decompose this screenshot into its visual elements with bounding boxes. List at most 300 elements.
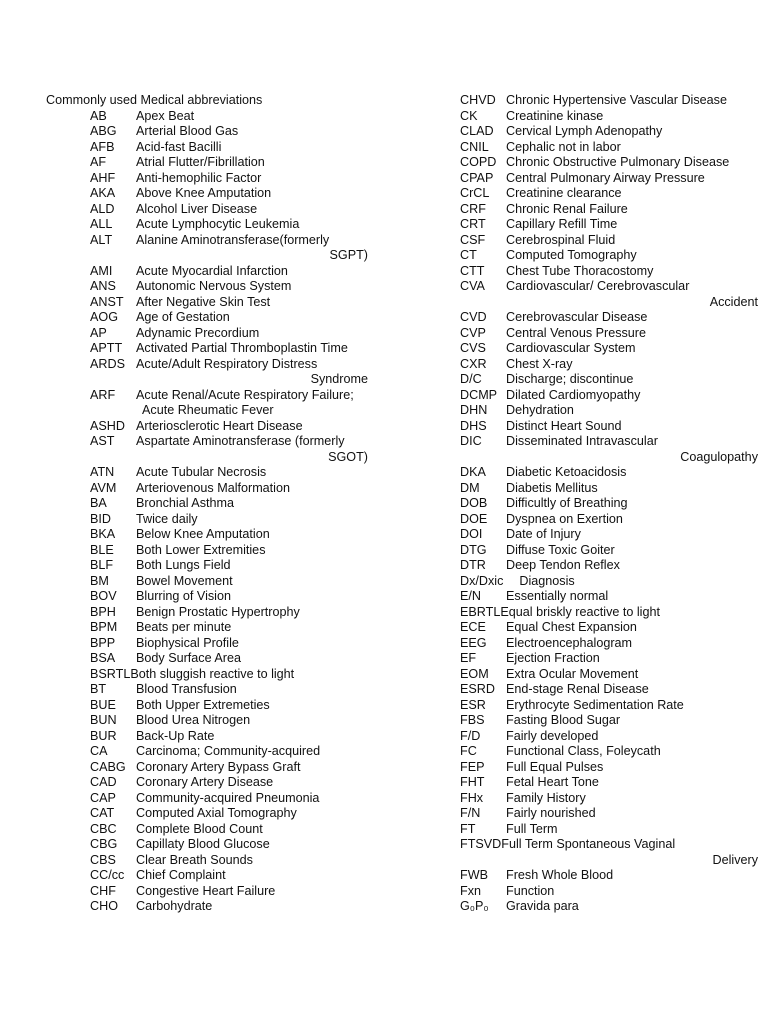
abbreviation-row [460, 775, 760, 791]
abbreviation-term: BSRTL [90, 666, 131, 681]
abbreviation-term: CT [460, 248, 477, 262]
abbreviation-definition [503, 574, 760, 590]
abbreviation-definition [136, 837, 410, 853]
abbreviation-term: CRF [460, 201, 486, 216]
abbreviation-row [460, 481, 760, 497]
abbreviation-row [90, 434, 410, 465]
abbreviation-definition [136, 744, 410, 760]
definition-text: Apex Beat [136, 108, 195, 123]
abbreviation-term: AF [90, 155, 107, 169]
abbreviation-term: BPM [90, 620, 118, 634]
abbreviation-row [460, 682, 760, 698]
definition-text: Carcinoma; Community-acquired [136, 744, 321, 758]
definition-text: Anti-hemophilic Factor [136, 170, 262, 185]
abbreviation-row [90, 481, 410, 497]
abbreviation-definition [136, 341, 410, 357]
abbreviation-definition [506, 729, 760, 745]
abbreviation-row [90, 744, 410, 760]
definition-text: Gravida para [506, 899, 579, 913]
definition-text: Deep Tendon Reflex [506, 558, 620, 572]
abbreviation-term: CBC [90, 821, 117, 836]
abbreviation-row [90, 791, 410, 807]
definition-text: Twice daily [136, 511, 198, 526]
abbreviation-definition [506, 310, 760, 326]
abbreviation-term: EBRTL [460, 604, 501, 619]
abbreviation-row [460, 899, 760, 915]
definition-text: Body Surface Area [136, 651, 242, 665]
abbreviation-row [90, 186, 410, 202]
abbreviation-term: DOE [460, 511, 488, 526]
abbreviation-term: BUR [90, 728, 117, 743]
abbreviation-row [460, 667, 760, 683]
definition-text: Fasting Blood Sugar [506, 713, 621, 727]
definition-text: Cephalic not in labor [506, 139, 621, 154]
abbreviation-term: CVP [460, 325, 486, 340]
abbreviation-definition [506, 558, 760, 574]
abbreviation-definition [506, 636, 760, 652]
abbreviation-row [460, 744, 760, 760]
definition-text: Central Pulmonary Airway Pressure [506, 170, 705, 185]
abbreviation-term: F/N [460, 806, 481, 820]
definition-text: Alcohol Liver Disease [136, 201, 258, 216]
abbreviation-definition [506, 217, 760, 233]
abbreviation-row [90, 543, 410, 559]
definition-text: Fetal Heart Tone [506, 775, 599, 789]
abbreviation-row [90, 279, 410, 295]
abbreviation-row [90, 171, 410, 187]
abbreviation-row [90, 775, 410, 791]
abbreviation-term: BLE [90, 542, 114, 557]
abbreviation-row [460, 620, 760, 636]
abbreviation-row [90, 155, 410, 171]
definition-text: Coronary Artery Bypass Graft [136, 759, 301, 774]
abbreviation-row [90, 899, 410, 915]
abbreviation-row [90, 760, 410, 776]
abbreviation-row [460, 868, 760, 884]
abbreviation-term: DHN [460, 403, 488, 417]
abbreviation-definition [136, 217, 410, 233]
abbreviation-term: CTT [460, 263, 485, 278]
definition-text: Central Venous Pressure [506, 325, 647, 340]
definition-text: Acute Myocardial Infarction [136, 263, 288, 278]
abbreviation-row [90, 295, 410, 311]
abbreviation-term: FHx [460, 790, 484, 805]
definition-text: Aspartate Aminotransferase (formerly [136, 434, 345, 448]
definition-text: Electroencephalogram [506, 635, 633, 650]
definition-text: Extra Ocular Movement [506, 666, 639, 681]
abbreviation-row [460, 202, 760, 218]
abbreviation-row [460, 543, 760, 559]
abbreviation-row [460, 651, 760, 667]
abbreviation-term: DKA [460, 465, 486, 479]
abbreviation-term: BT [90, 682, 107, 696]
abbreviation-term: AB [90, 108, 107, 123]
definition-text: Dilated Cardiomyopathy [506, 387, 641, 402]
definition-text: Ejection Fraction [506, 651, 600, 665]
abbreviation-row [460, 589, 760, 605]
abbreviation-definition [506, 667, 760, 683]
abbreviation-row [460, 558, 760, 574]
abbreviation-row [90, 512, 410, 528]
abbreviation-term: F/D [460, 728, 481, 743]
abbreviation-row [90, 636, 410, 652]
definition-text: Full Term [506, 821, 558, 836]
abbreviation-row [90, 868, 410, 884]
definition-text: Blurring of Vision [136, 589, 231, 603]
definition-text: Carbohydrate [136, 899, 213, 913]
abbreviation-row [90, 729, 410, 745]
definition-text: Atrial Flutter/Fibrillation [136, 155, 265, 169]
definition-text: Creatinine kinase [506, 108, 604, 123]
definition-text: Diagnosis [519, 573, 575, 588]
abbreviation-term: CAD [90, 775, 117, 789]
definition-text: Chronic Obstructive Pulmonary Disease [506, 155, 730, 169]
abbreviation-row [460, 837, 760, 868]
definition-text: Activated Partial Thromboplastin Time [136, 341, 348, 355]
abbreviation-term: DIC [460, 434, 482, 448]
abbreviation-term: DCMP [460, 387, 498, 402]
abbreviation-row [460, 434, 760, 465]
abbreviation-definition [506, 202, 760, 218]
page-title: Commonly used Medical abbreviations [46, 93, 263, 107]
abbreviation-row [460, 465, 760, 481]
definition-text: Age of Gestation [136, 310, 230, 324]
abbreviation-row [90, 558, 410, 574]
definition-text: Above Knee Amputation [136, 186, 272, 200]
abbreviation-term: DOB [460, 496, 488, 510]
abbreviation-definition [506, 791, 760, 807]
definition-text: Both Upper Extremeties [136, 697, 270, 712]
abbreviation-term: DTG [460, 542, 487, 557]
definition-text: Computed Tomography [506, 248, 637, 262]
abbreviation-term: ANST [90, 294, 124, 309]
left-abbreviation-column [90, 93, 410, 915]
abbreviation-definition [136, 171, 410, 187]
abbreviation-definition [136, 868, 410, 884]
abbreviation-definition [506, 651, 760, 667]
abbreviation-row [90, 620, 410, 636]
definition-text: Cardiovascular System [506, 341, 636, 355]
abbreviation-term: FWB [460, 868, 488, 882]
abbreviation-row [460, 341, 760, 357]
definition-continuation: Coagulopathy [680, 449, 758, 464]
definition-text: Bowel Movement [136, 573, 233, 588]
definition-text: Computed Axial Tomography [136, 806, 297, 820]
abbreviation-row [460, 93, 760, 109]
abbreviation-definition [136, 496, 410, 512]
abbreviation-term: CPAP [460, 170, 494, 185]
abbreviation-definition [136, 574, 410, 590]
abbreviation-term: AHF [90, 170, 116, 185]
abbreviation-term: Dx/Dxic [460, 573, 504, 588]
abbreviation-definition [506, 868, 760, 884]
abbreviation-definition [136, 512, 410, 528]
abbreviation-term: CABG [90, 759, 126, 774]
abbreviation-definition [506, 884, 760, 900]
abbreviation-term: FHT [460, 775, 485, 789]
abbreviation-row [90, 574, 410, 590]
abbreviation-term: BOV [90, 589, 117, 603]
abbreviation-row [460, 822, 760, 838]
abbreviation-definition [506, 264, 760, 280]
definition-text: Diabetis Mellitus [506, 480, 598, 495]
abbreviation-term: EOM [460, 666, 489, 681]
abbreviation-definition [136, 388, 410, 419]
definition-text: Congestive Heart Failure [136, 883, 276, 898]
abbreviation-definition [506, 419, 760, 435]
abbreviation-row [90, 419, 410, 435]
abbreviation-term: ATN [90, 465, 115, 479]
abbreviation-definition [506, 248, 760, 264]
definition-text: Alanine Aminotransferase(formerly [136, 232, 330, 247]
definition-text: Functional Class, Foleycath [506, 744, 661, 758]
abbreviation-definition [136, 806, 410, 822]
abbreviation-definition [506, 140, 760, 156]
abbreviation-term: CLAD [460, 124, 494, 138]
abbreviation-definition [136, 713, 410, 729]
abbreviation-row [460, 806, 760, 822]
abbreviation-row [90, 124, 410, 140]
abbreviation-definition [136, 109, 410, 125]
definition-text: Difficultly of Breathing [506, 496, 628, 510]
definition-text: Blood Transfusion [136, 682, 237, 696]
abbreviation-row [90, 682, 410, 698]
abbreviation-term: ASHD [90, 418, 125, 433]
abbreviation-term: BA [90, 496, 107, 510]
definition-text: Back-Up Rate [136, 728, 215, 743]
abbreviation-term: BID [90, 511, 111, 526]
definition-text: Dehydration [506, 403, 574, 417]
abbreviation-term: ESR [460, 697, 486, 712]
definition-continuation: Acute Rheumatic Fever [142, 403, 274, 417]
abbreviation-row [460, 636, 760, 652]
abbreviation-definition [136, 357, 410, 388]
abbreviation-row [460, 326, 760, 342]
abbreviation-row [90, 310, 410, 326]
abbreviation-term: FTSVD [460, 837, 502, 851]
definition-text: Both sluggish reactive to light [130, 666, 295, 681]
abbreviation-row [460, 403, 760, 419]
abbreviation-definition [136, 589, 410, 605]
abbreviation-term: CAP [90, 790, 116, 805]
abbreviation-definition [506, 465, 760, 481]
abbreviation-row [460, 527, 760, 543]
abbreviation-term: DOI [460, 527, 483, 541]
abbreviation-row [460, 217, 760, 233]
definition-text: Chest Tube Thoracostomy [506, 263, 654, 278]
abbreviation-definition [506, 512, 760, 528]
abbreviation-term: CC/cc [90, 868, 125, 882]
abbreviation-row [90, 233, 410, 264]
abbreviation-term: DTR [460, 558, 486, 572]
definition-text: Dyspnea on Exertion [506, 511, 623, 526]
definition-text: Chest X-ray [506, 356, 573, 371]
abbreviation-definition [506, 326, 760, 342]
abbreviation-definition [136, 620, 410, 636]
abbreviation-term: BKA [90, 527, 116, 541]
abbreviation-definition [136, 899, 410, 915]
abbreviation-definition [136, 465, 410, 481]
definition-text: Both Lungs Field [136, 558, 231, 572]
abbreviation-row [90, 388, 410, 419]
abbreviation-term: FEP [460, 759, 485, 774]
abbreviation-definition [506, 775, 760, 791]
abbreviation-definition [506, 388, 760, 404]
abbreviation-definition [506, 682, 760, 698]
abbreviation-definition [501, 837, 760, 868]
abbreviation-term: BPP [90, 635, 116, 650]
definition-text: Chronic Renal Failure [506, 201, 628, 216]
abbreviation-definition [506, 434, 760, 465]
definition-text: Arteriosclerotic Heart Disease [136, 418, 303, 433]
definition-text: Erythrocyte Sedimentation Rate [506, 697, 684, 712]
definition-text: After Negative Skin Test [136, 294, 271, 309]
abbreviation-row [460, 310, 760, 326]
abbreviation-term: CBG [90, 837, 118, 851]
abbreviation-row [90, 140, 410, 156]
abbreviation-term: COPD [460, 155, 497, 169]
abbreviation-term: CVS [460, 341, 486, 355]
abbreviation-definition [136, 884, 410, 900]
abbreviation-term: AFB [90, 139, 115, 154]
definition-continuation: Accident [709, 294, 758, 309]
definition-text: Adynamic Precordium [136, 325, 260, 340]
abbreviation-definition [136, 434, 410, 465]
definition-text: Bronchial Asthma [136, 496, 235, 510]
definition-text: Chronic Hypertensive Vascular Disease [506, 93, 727, 107]
abbreviation-term: AKA [90, 186, 116, 200]
abbreviation-definition [136, 124, 410, 140]
definition-text: End-stage Renal Disease [506, 682, 649, 696]
abbreviation-row [90, 667, 410, 683]
abbreviation-row [460, 264, 760, 280]
definition-text: Family History [506, 790, 586, 805]
definition-text: Acute Lymphocytic Leukemia [136, 217, 300, 231]
abbreviation-definition [506, 279, 760, 310]
abbreviation-term: CHO [90, 899, 118, 913]
abbreviation-row [460, 372, 760, 388]
abbreviation-definition [136, 822, 410, 838]
abbreviation-row [460, 155, 760, 171]
abbreviation-term: G₀P₀ [460, 899, 489, 913]
abbreviation-term: ALL [90, 217, 113, 231]
abbreviation-term: CAT [90, 806, 115, 820]
definition-text: Capillary Refill Time [506, 217, 618, 231]
abbreviation-term: FT [460, 821, 476, 836]
definition-text: Coronary Artery Disease [136, 775, 274, 789]
definition-text: Date of Injury [506, 527, 581, 541]
abbreviation-term: BLF [90, 558, 114, 572]
definition-text: Benign Prostatic Hypertrophy [136, 604, 300, 619]
definition-text: Fresh Whole Blood [506, 868, 614, 882]
abbreviation-row [90, 357, 410, 388]
abbreviation-row [90, 853, 410, 869]
abbreviation-term: BUE [90, 697, 116, 712]
abbreviation-row [460, 729, 760, 745]
abbreviation-term: ECE [460, 620, 486, 634]
abbreviation-term: E/N [460, 589, 481, 603]
abbreviation-term: CA [90, 744, 108, 758]
definition-text: Disseminated Intravascular [506, 434, 658, 448]
abbreviation-row [90, 496, 410, 512]
definition-text: Distinct Heart Sound [506, 418, 622, 433]
abbreviation-row [460, 496, 760, 512]
abbreviation-definition [136, 295, 410, 311]
abbreviation-term: AST [90, 434, 115, 448]
abbreviation-term: ESRD [460, 682, 495, 696]
abbreviation-term: CrCL [460, 186, 490, 200]
definition-text: Acute/Adult Respiratory Distress [136, 356, 318, 371]
abbreviation-definition [506, 589, 760, 605]
abbreviation-row [460, 388, 760, 404]
definition-text: Capillaty Blood Glucose [136, 837, 270, 851]
abbreviation-term: FBS [460, 713, 485, 727]
abbreviation-row [90, 589, 410, 605]
abbreviation-definition [136, 140, 410, 156]
abbreviation-row [90, 341, 410, 357]
abbreviation-term: ABG [90, 124, 117, 138]
abbreviation-term: EF [460, 651, 477, 665]
abbreviation-definition [506, 357, 760, 373]
abbreviation-definition [506, 481, 760, 497]
abbreviation-row [90, 326, 410, 342]
abbreviation-definition [136, 186, 410, 202]
abbreviation-definition [136, 233, 410, 264]
abbreviation-definition [500, 605, 760, 621]
abbreviation-row [460, 140, 760, 156]
definition-text: Acute Renal/Acute Respiratory Failure; [136, 387, 354, 402]
abbreviation-row [460, 884, 760, 900]
abbreviation-row [90, 884, 410, 900]
abbreviation-definition [136, 605, 410, 621]
abbreviation-definition [506, 760, 760, 776]
abbreviation-definition [506, 527, 760, 543]
abbreviation-row [460, 512, 760, 528]
abbreviation-definition [506, 543, 760, 559]
abbreviation-term: CVD [460, 310, 487, 324]
abbreviation-definition [506, 171, 760, 187]
abbreviation-term: BUN [90, 713, 117, 727]
abbreviation-definition [136, 279, 410, 295]
abbreviation-term: APTT [90, 341, 123, 355]
definition-text: Acute Tubular Necrosis [136, 465, 267, 479]
definition-continuation: SGPT) [329, 248, 368, 262]
abbreviation-definition [506, 124, 760, 140]
abbreviation-definition [506, 186, 760, 202]
abbreviation-term: Fxn [460, 883, 481, 898]
definition-text: Autonomic Nervous System [136, 279, 292, 293]
abbreviation-row [460, 760, 760, 776]
abbreviation-term: ANS [90, 279, 116, 293]
abbreviation-definition [136, 760, 410, 776]
definition-text: Acid-fast Bacilli [136, 139, 222, 154]
abbreviation-row [460, 109, 760, 125]
definition-text: Below Knee Amputation [136, 527, 270, 541]
abbreviation-definition [506, 233, 760, 249]
abbreviation-row [90, 713, 410, 729]
definition-text: Function [506, 883, 555, 898]
abbreviation-definition [136, 543, 410, 559]
abbreviation-definition [506, 372, 760, 388]
abbreviation-term: CSF [460, 232, 486, 247]
abbreviation-term: DHS [460, 418, 487, 433]
definition-text: Cerebrovascular Disease [506, 310, 648, 324]
abbreviation-term: BPH [90, 604, 116, 619]
abbreviation-row [90, 109, 410, 125]
abbreviation-term: BM [90, 573, 109, 588]
abbreviation-term: CNIL [460, 139, 489, 154]
definition-text: Blood Urea Nitrogen [136, 713, 251, 727]
